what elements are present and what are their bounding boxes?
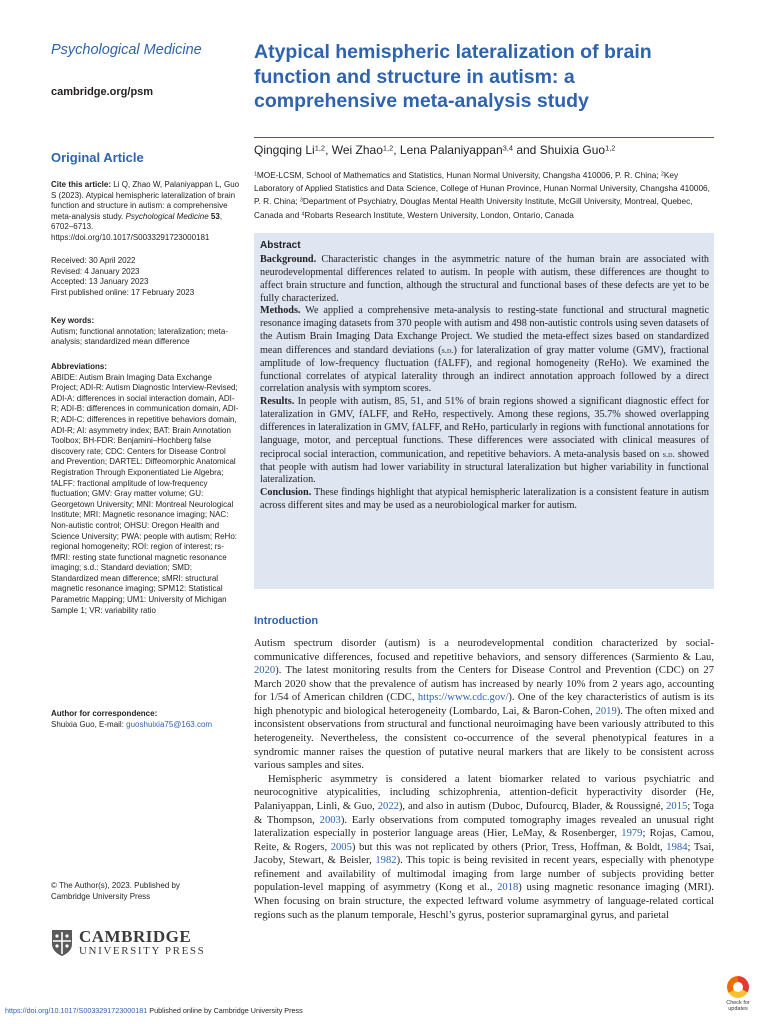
correspondence-label: Author for correspondence:	[51, 709, 158, 718]
check-updates-text: Check for updates	[726, 1000, 750, 1012]
reference-link[interactable]: 1984	[666, 841, 688, 853]
cite-volume: 53	[208, 211, 220, 221]
journal-url-link[interactable]: cambridge.org/psm	[51, 86, 154, 98]
paragraph-text: ). The often mixed and inconsistent observations from structural and functional neuroimaging have been variously attributed to this heterogeneity. Nevertheless, the consistent co-occurrence of the several phenotypical features in a syndromic manner raises the question of putative neural markers that are likely to be consistent across various samples and sites.	[254, 705, 714, 772]
author-affil-sup: 1,2	[605, 143, 616, 153]
methods-label: Methods.	[260, 305, 301, 317]
correspondence-block	[51, 709, 241, 730]
journal-name[interactable]: Psychological Medicine	[51, 42, 202, 58]
reference-link[interactable]: 2019	[595, 705, 617, 717]
keywords-label: Key words:	[51, 316, 95, 325]
paragraph-text: ; Rojas, Camou, Reite, & Rogers,	[254, 828, 714, 853]
paragraph-text: ). The latest monitoring results from the Centers for Disease Control and Prevention (CDC) on 27 March 2020 show that the prevalence of autism has increased by nearly 10% from 2 years ago, accounting for 1/54 of American children (CDC,	[254, 665, 714, 704]
check-for-updates-badge[interactable]	[718, 976, 758, 1020]
author-name[interactable]: Qingqing Li	[254, 143, 315, 157]
results-text-a: In people with autism, 85, 51, and 51% of brain regions showed a significant diagnostic effect for lateralization in GMV, fALFF, and ReHo, respectively. Among these regions, 35.7% showed overlapping differences in lateralization in GMV, fALFF, and ReHo, particularly in regions with functional annotations for language, motor, and perceptual functions. These differences were associated with clinical measures of reciprocal social interaction, communication, and repetitive behaviors. A meta-analysis based on	[260, 396, 709, 460]
abbreviations-block	[51, 362, 241, 616]
date-received: Received: 30 April 2022	[51, 256, 136, 265]
methods-text-b: ) for lateralization of gray matter volume (GMV), fractional amplitude of low-frequency fluctuation (fALFF), and regional homogeneity (ReHo). We examined the functional correlates of atypical laterality through an indirect annotation approach followed by a direct correlation analysis with symptom scores.	[260, 344, 709, 395]
affiliations: $^1$MOE-LCSM, School of Mathematics and Statistics, Hunan Normal University, Changsha 410006, P. R. China; $^2$Key Laboratory of Applied Statistics and Data Science, College of Hunan Province, Hunan Normal University, Changsha 410006, P. R. China; $^3$Department of Psychiatry, Douglas Mental Health University Institute, McGill University, Montreal, Quebec, Canada and $^4$Robarts Research Institute, Western University, London, Ontario, Canada	[254, 170, 710, 220]
reference-link[interactable]: 1982	[375, 855, 397, 867]
reference-link[interactable]: 2003	[319, 814, 341, 826]
abstract-box	[254, 233, 714, 589]
cite-text: Li Q, Zhao W, Palaniyappan L, Guo S (2023). Atypical hemispheric lateralization of brain function and structure in autism: a comprehensive meta-analysis study.	[51, 180, 240, 221]
paragraph-text: ). One of the key characteristics of autism is its high phenotypic and biological heterogeneity (Lombardo, Lai, & Baron-Cohen,	[254, 692, 714, 717]
author-affil-sup: 1,2	[382, 143, 394, 153]
author-list	[254, 143, 714, 157]
author-affil-sup: 1,2	[314, 143, 326, 153]
abstract-conclusion	[260, 487, 709, 513]
results-sd: s.d.	[662, 448, 675, 459]
paragraph-text: ) but this was not replicated by others (Prior, Tress, Hoffman, & Boldt,	[351, 841, 667, 853]
affiliation-2: Key Laboratory of Applied Statistics and Data Science, College of Hunan Province, Hunan Normal University, Changsha 410006, P. R. China;	[254, 170, 710, 207]
reference-link[interactable]: 2005	[330, 841, 352, 853]
affiliation-1: MOE-LCSM, School of Mathematics and Statistics, Hunan Normal University, Changsha 410006, P. R. China;	[256, 170, 661, 180]
reference-link[interactable]: 1979	[621, 828, 643, 840]
affiliation-4: Robarts Research Institute, Western University, London, Ontario, Canada	[304, 209, 574, 220]
methods-sd: s.d.	[441, 344, 454, 355]
paragraph-text: ; Toga & Thompson,	[254, 800, 714, 826]
background-label: Background.	[260, 254, 317, 265]
paragraph-text: ). This topic is being revisited in recent years, especially with phenotype refinement and availability of multimodal imaging from large number of subjects providing better population-level mapping of asymmetry (Kong et al.,	[254, 855, 714, 894]
reference-link[interactable]: 2015	[666, 800, 688, 812]
results-label: Results.	[260, 396, 295, 408]
author-name[interactable]: Wei Zhao	[331, 143, 383, 157]
article-type-heading: Original Article	[51, 150, 144, 165]
keywords-text: Autism; functional annotation; lateralization; meta-analysis; standardized mean difference	[51, 326, 228, 347]
intro-paragraph-2	[254, 773, 714, 922]
copyright-line-1: © The Author(s), 2023. Published by	[51, 881, 180, 890]
introduction-heading: Introduction	[254, 615, 319, 627]
affiliation-3: Department of Psychiatry, Douglas Mental Health University Institute, McGill University, Montreal, Quebec, Canada and	[254, 196, 693, 220]
paragraph-text: Hemispheric asymmetry is considered a latent biomarker related to various psychiatric and neurocognitive atypicalities, including schizophrenia, attention-deficit hyperactivity disorder (He, Palaniyappan, Linli, & Guo,	[254, 773, 714, 812]
conclusion-label: Conclusion.	[260, 487, 312, 499]
logo-main-text: CAMBRIDGE	[79, 927, 192, 946]
paragraph-text: ; Tsai, Jacoby, Stewart, & Beisler,	[254, 841, 714, 867]
keywords-block	[51, 316, 241, 348]
copyright-line-2: Cambridge University Press	[51, 891, 151, 901]
introduction-body	[254, 637, 714, 922]
footer-doi-link[interactable]: https://doi.org/10.1017/S0033291723000181	[5, 1006, 148, 1015]
dates-block	[51, 256, 241, 298]
citation-block	[51, 180, 241, 244]
copyright-block	[51, 881, 241, 902]
intro-paragraph-1	[254, 637, 714, 773]
date-accepted: Accepted: 13 January 2023	[51, 277, 149, 287]
reference-link[interactable]: 2020	[254, 665, 276, 677]
author-name[interactable]: Shuixia Guo	[539, 143, 606, 157]
author-separator: and	[513, 143, 540, 157]
abstract-background	[260, 254, 709, 305]
reference-link[interactable]: 2018	[497, 882, 519, 894]
methods-text-a: We applied a comprehensive meta-analysis to resting-state functional and structural magnetic resonance imaging datasets from 370 people with autism and 498 non-autistic controls using seven datasets of the Autism Brain Imaging Data Exchange Project. We studied the meta-effect sizes based on standardized mean differences and standard deviations (	[260, 305, 709, 356]
cambridge-shield-icon	[51, 929, 73, 957]
reference-link[interactable]: https://www.cdc.gov/	[417, 692, 509, 704]
logo-sub-text: UNIVERSITY PRESS	[79, 945, 206, 957]
paragraph-text: ) using magnetic resonance imaging (MRI). When focusing on brain structure, the expected leftward volume asymmetry of language-related cortical regions such as the planum temporale, Heschl’s gyrus, posterior supramarginal gyrus, and parietal	[254, 882, 715, 921]
check-updates-icon	[727, 976, 749, 998]
abstract-heading: Abstract	[260, 240, 301, 251]
date-revised: Revised: 4 January 2023	[51, 266, 140, 276]
paragraph-text: ). Early observations from computed tomography images revealed an unusual right lateralization especially in posterior language areas (Hier, LeMay, & Rosenberger,	[254, 814, 714, 840]
abbreviations-text: ABIDE: Autism Brain Imaging Data Exchange Project; ADI-R: Autism Diagnostic Interview-Revised; ADI-A: differences in social interaction domain, ADI-R; ADI-B: differences in communication domain, ADI-R; ADI-C: differences in repetitive behaviors domain, ADI-R; AI: asymmetry index; BAT: Brain Annotation Toolbox; BH-FDR: Benjamini–Hochberg false discovery rate; CDC: Centers for Disease Control and Prevention; DARTEL: Diffeomorphic Anatomical Registration Through Exponentiated Lie Algebra; fALFF: fractional amplitude of low-frequency fluctuation; GMV: Gray matter volume; GU: Georgetown University; MNI: Montreal Neurological Institute; MRI: Magnetic resonance imaging; NAC: Non-autistic control; OHSU: Oregon Health and Science University; PWA: people with autism; ReHo: regional homogeneity; ROI: region of interest; rs-fMRI: resting state functional magnetic resonance imaging; s.d.: Standard deviation; SMD: Standardized mean difference; sMRI: structural magnetic resonance imaging; SPM12: Statistical Parametric Mapping; UM1: University of Michigan Sample 1; VR: variability ratio	[51, 372, 239, 615]
author-affil-sup: 3,4	[502, 143, 513, 153]
abstract-methods	[260, 305, 709, 396]
results-text-b: showed that people with autism had lower variability in structural lateralization but higher variability in functional lateralization.	[260, 448, 709, 486]
cite-doi[interactable]: , 6702–6713. https://doi.org/10.1017/S0033291723000181	[51, 211, 223, 242]
cite-label: Cite this article:	[51, 180, 112, 189]
abstract-results	[260, 396, 709, 487]
author-separator: ,	[393, 143, 400, 157]
correspondence-email-link[interactable]: guoshuixia75@163.com	[126, 719, 213, 729]
page-footer	[5, 1006, 303, 1015]
cambridge-logo[interactable]	[51, 928, 205, 958]
cite-journal: Psychological Medicine	[125, 211, 209, 221]
paragraph-text: Autism spectrum disorder (autism) is a neurodevelopmental condition characterized by social-communicative differences, focused and repetitive behaviors, and sensory differences (Sarmiento & Lau,	[254, 638, 714, 663]
correspondence-name: Shuixia Guo, E-mail:	[51, 719, 127, 729]
date-published: First published online: 17 February 2023	[51, 287, 195, 297]
author-name[interactable]: Lena Palaniyappan	[399, 143, 503, 157]
author-separator: ,	[325, 143, 332, 157]
conclusion-text: These findings highlight that atypical hemispheric lateralization is a consistent feature in autism across different sites and may be used as a neurobiological marker for autism.	[260, 487, 709, 512]
abbreviations-label: Abbreviations:	[51, 362, 108, 371]
background-text: Characteristic changes in the asymmetric nature of the human brain are associated with neurodevelopmental differences related to autism. In people with autism, these differences are thought to affect brain structure and function, although the structural and functional bases of these defects are yet to be fully characterized.	[260, 254, 709, 304]
paragraph-text: ), and also in autism (Duboc, Dufourcq, Blader, & Roussigné,	[398, 800, 667, 812]
reference-link[interactable]: 2022	[377, 800, 399, 812]
title-divider	[254, 137, 714, 138]
footer-published: Published online by Cambridge University Press	[147, 1006, 303, 1015]
article-title: Atypical hemispheric lateralization of brain function and structure in autism: a comprehensive meta-analysis study	[254, 41, 652, 112]
